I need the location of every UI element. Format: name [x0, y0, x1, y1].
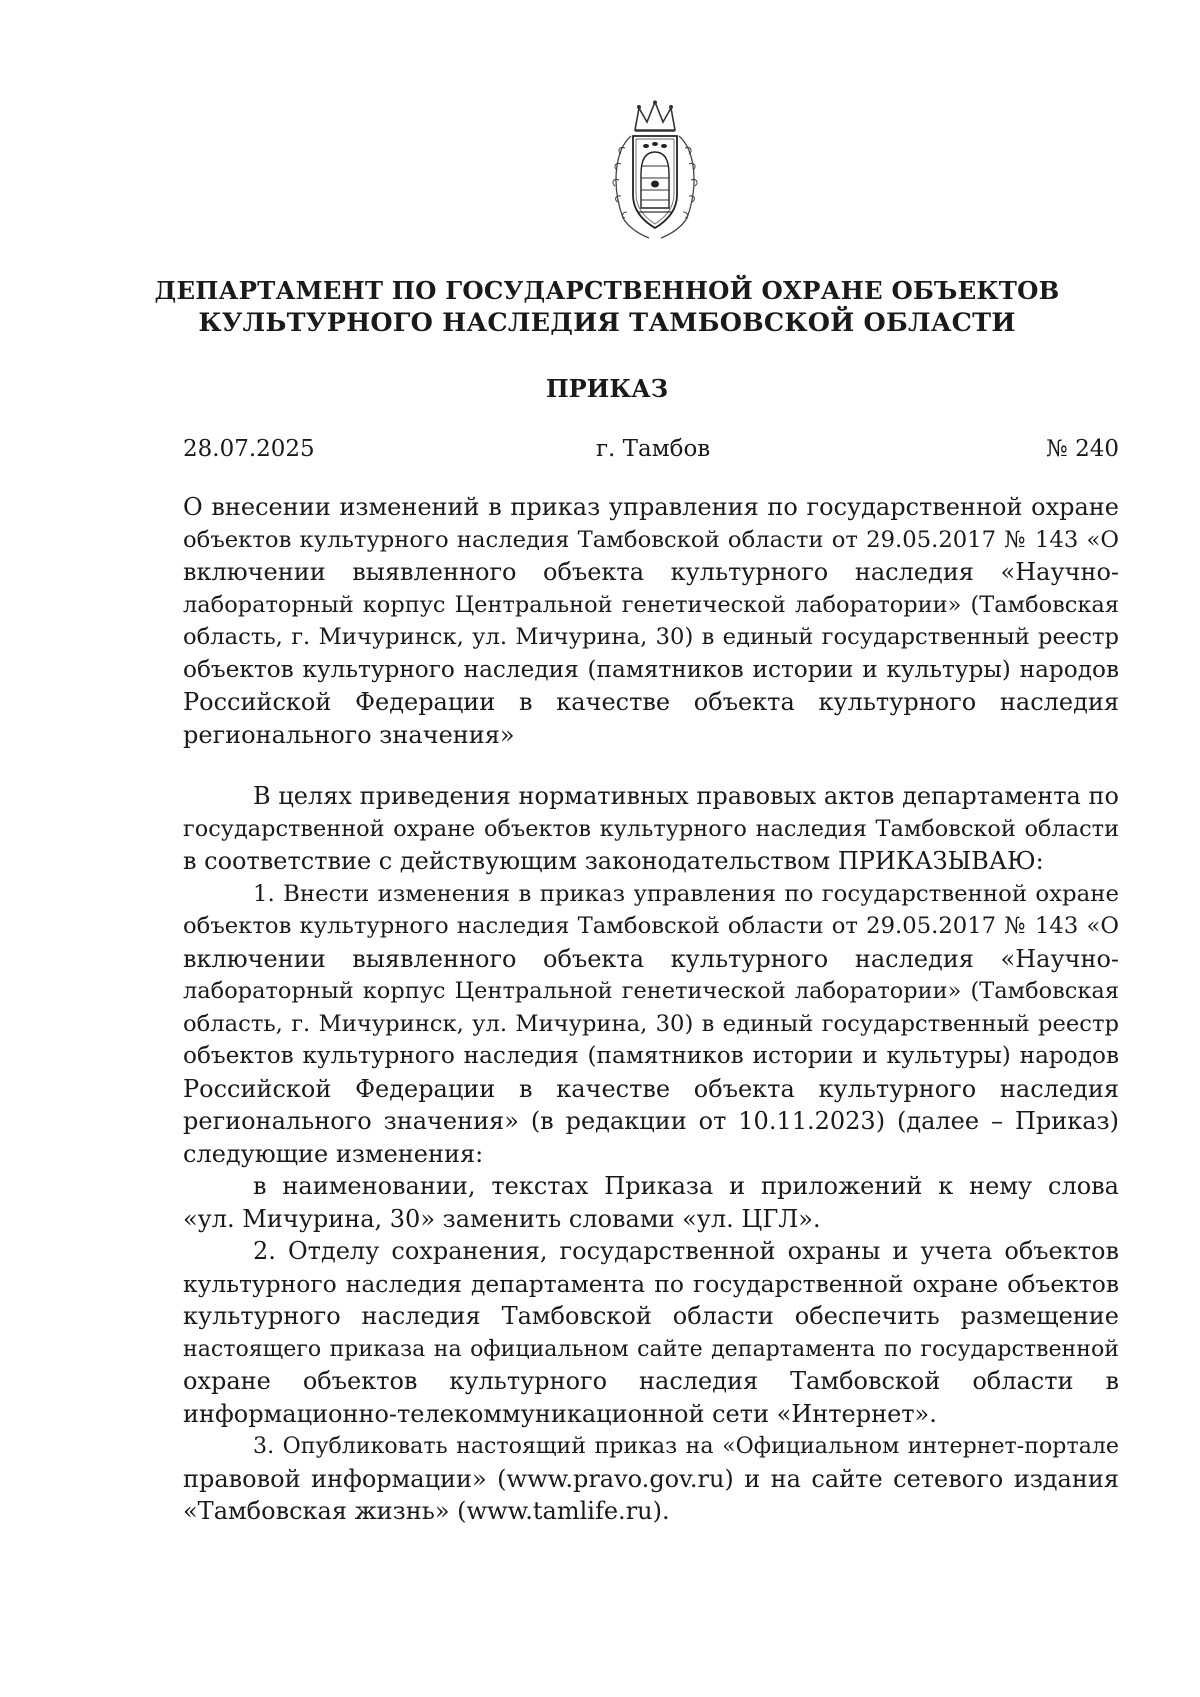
document-type: ПРИКАЗ [545, 374, 669, 403]
department-title-line1: ДЕПАРТАМЕНТ ПО ГОСУДАРСТВЕННОЙ ОХРАНЕ ОБЪЕКТОВ [154, 276, 1060, 305]
body-line: в соответствие с действующим законодательством ПРИКАЗЫВАЮ: [183, 847, 1044, 875]
body-line: государственной охране объектов культурного наследия Тамбовской области [183, 815, 1119, 842]
body-line: 1. Внести изменения в приказ управления по государственной охране [253, 880, 1119, 907]
body-line: включении выявленного объекта культурного наследия «Научно- [183, 944, 1119, 973]
subject-line: Российской Федерации в качестве объекта культурного наследия [183, 688, 1119, 716]
subject-line: объектов культурного наследия Тамбовской области от 29.05.2017 № 143 «О [183, 526, 1119, 553]
department-title-line2: КУЛЬТУРНОГО НАСЛЕДИЯ ТАМБОВСКОЙ ОБЛАСТИ [198, 308, 1016, 338]
body-line: в наименовании, текстах Приказа и приложений к нему слова [253, 1172, 1119, 1200]
body-line: В целях приведения нормативных правовых актов департамента по [253, 782, 1119, 810]
tambov-coat-of-arms-icon [605, 100, 705, 242]
body-line: «ул. Мичурина, 30» заменить словами «ул. ЦГЛ». [183, 1204, 821, 1233]
body-line: культурного наследия департамента по государственной охране объектов [183, 1269, 1119, 1298]
order-meta-row [183, 434, 1119, 464]
subject-line: регионального значения» [183, 720, 515, 749]
body-line: правовой информации» (www.pravo.gov.ru) и на сайте сетевого издания [183, 1464, 1119, 1493]
body-line: регионального значения» (в редакции от 10.11.2023) (далее – Приказ) [183, 1107, 1119, 1135]
body-line: область, г. Мичуринск, ул. Мичурина, 30) в единый государственный реестр [183, 1010, 1119, 1037]
body-line: 2. Отделу сохранения, государственной охраны и учета объектов [253, 1237, 1119, 1265]
body-line: объектов культурного наследия Тамбовской области от 29.05.2017 № 143 «О [183, 913, 1119, 939]
subject-line: лабораторный корпус Центральной генетической лаборатории» (Тамбовская [183, 591, 1119, 618]
order-city: г. Тамбов [596, 436, 711, 462]
body-line: следующие изменения: [183, 1139, 484, 1168]
body-line: Российской Федерации в качестве объекта культурного наследия [183, 1074, 1119, 1103]
subject-line: включении выявленного объекта культурного наследия «Научно- [183, 558, 1119, 586]
order-number: № 240 [1046, 436, 1119, 462]
body-line: «Тамбовская жизнь» (www.tamlife.ru). [183, 1497, 670, 1525]
body-line: лабораторный корпус Центральной генетической лаборатории» (Тамбовская [183, 978, 1119, 1004]
subject-line: О внесении изменений в приказ управления по государственной охране [183, 493, 1119, 521]
order-body [183, 780, 1119, 1528]
subject-line: область, г. Мичуринск, ул. Мичурина, 30) в единый государственный реестр [183, 624, 1119, 650]
body-line: информационно-телекоммуникационной сети «Интернет». [183, 1399, 937, 1428]
body-line: 3. Опубликовать настоящий приказ на «Официальном интернет-портале [253, 1433, 1119, 1459]
department-title [150, 274, 1064, 340]
body-line: объектов культурного наследия (памятников истории и культуры) народов [183, 1042, 1119, 1069]
body-line: охране объектов культурного наследия Тамбовской области в [183, 1367, 1119, 1395]
body-line: культурного наследия Тамбовской области обеспечить размещение [183, 1302, 1119, 1330]
order-date: 28.07.2025 [183, 436, 315, 462]
subject-line: объектов культурного наследия (памятников истории и культуры) народов [183, 655, 1119, 683]
order-subject [183, 491, 1119, 751]
body-line: настоящего приказа на официальном сайте департамента по государственной [183, 1335, 1119, 1362]
